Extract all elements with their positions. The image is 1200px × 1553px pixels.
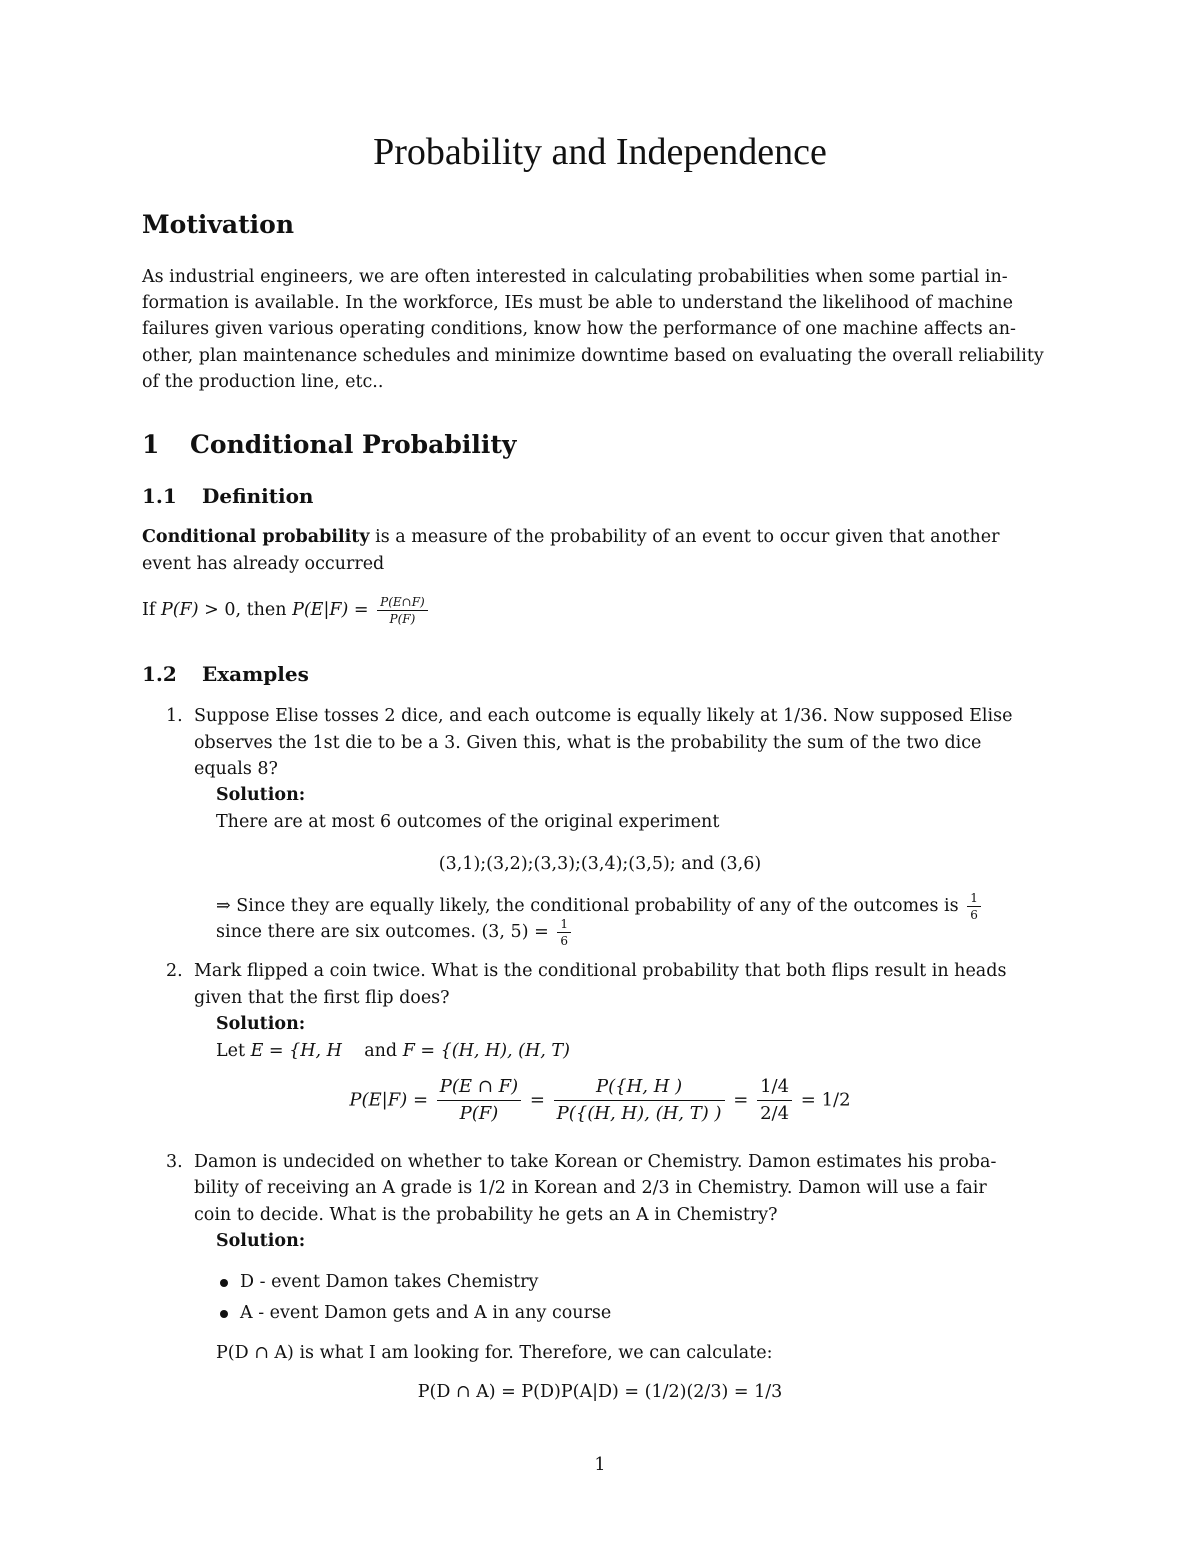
list-number: 2.	[166, 961, 183, 981]
fraction-denominator: P({(H, H), (H, T) )	[556, 1103, 722, 1124]
definition-formula	[142, 596, 431, 625]
definition-term: Conditional probability	[142, 527, 370, 547]
formula-eq: =	[348, 600, 375, 620]
equation-lhs: P(E|F) =	[349, 1089, 429, 1111]
subsection-number: 1.1	[142, 484, 177, 508]
definition-line-2: event has already occurred	[142, 554, 385, 574]
fraction-denominator: P(F)	[459, 1103, 499, 1124]
fraction-numerator: 1	[967, 892, 981, 907]
bullet-item	[220, 1300, 611, 1327]
fraction-denominator: P(F)	[389, 612, 416, 626]
one-sixth-fraction	[967, 892, 981, 921]
f-definition: F = {(H, H), (H, T)	[402, 1041, 570, 1061]
let-line	[216, 1038, 570, 1065]
fraction-numerator: P({H, H )	[554, 1078, 725, 1101]
example-line: Suppose Elise tosses 2 dice, and each outcome is equally likely at 1/36. Now supposed Elise	[194, 706, 1013, 726]
example-line: given that the first flip does?	[194, 988, 450, 1008]
and-word: and	[364, 1041, 403, 1061]
page-title: Probability and Independence	[373, 131, 827, 173]
list-number: 3.	[166, 1152, 183, 1172]
formula-pf: P(F)	[160, 600, 199, 620]
motivation-line: of the production line, etc..	[142, 372, 384, 392]
fraction-denominator: 6	[560, 934, 568, 948]
fraction-numerator: P(E∩F)	[377, 596, 428, 611]
subsection-heading: Definition	[202, 484, 314, 508]
solution-line	[216, 892, 984, 921]
e-definition: E = {H, H	[250, 1041, 342, 1061]
definition-line	[142, 524, 999, 551]
fraction-numerator: 1/4	[757, 1078, 792, 1101]
subsection-number: 1.2	[142, 662, 177, 686]
arrow-line-text: ⇒ Since they are equally likely, the conditional probability of any of the outcomes is	[216, 896, 959, 916]
last-line-text: since there are six outcomes. (3, 5) =	[216, 922, 549, 942]
solution-label: Solution:	[216, 1231, 306, 1251]
section-heading: Conditional Probability	[190, 430, 517, 459]
equals-sign: =	[733, 1089, 749, 1111]
solution-line	[216, 918, 574, 947]
example-line: bility of receiving an A grade is 1/2 in Korean and 2/3 in Chemistry. Damon will use a fair	[194, 1178, 987, 1198]
section-number: 1	[142, 430, 160, 459]
example-line: observes the 1st die to be a 3. Given this, what is the probability the sum of the two dice	[194, 733, 982, 753]
formula-fraction	[377, 596, 428, 625]
list-number: 1.	[166, 706, 183, 726]
equation-fraction-1	[437, 1078, 521, 1123]
conditional-equation	[0, 1078, 1200, 1123]
bullet-icon	[220, 1310, 228, 1318]
bullet-text: D - event Damon takes Chemistry	[240, 1272, 539, 1292]
equation-fraction-2	[554, 1078, 725, 1123]
formula-prefix: If	[142, 600, 161, 620]
motivation-line: formation is available. In the workforce, IEs must be able to understand the likelihood of machine	[142, 293, 1013, 313]
subsection-heading: Examples	[202, 662, 309, 686]
motivation-heading: Motivation	[142, 210, 295, 239]
looking-line: P(D ∩ A) is what I am looking for. Therefore, we can calculate:	[216, 1343, 773, 1363]
one-sixth-fraction	[557, 918, 571, 947]
outcomes-list: (3,1);(3,2);(3,3);(3,4);(3,5); and (3,6)	[438, 854, 762, 874]
example-line: Mark flipped a coin twice. What is the conditional probability that both flips result in heads	[194, 961, 1007, 981]
motivation-line: As industrial engineers, we are often interested in calculating probabilities when some partial in-	[142, 267, 1008, 287]
bullet-text: A - event Damon gets and A in any course	[240, 1303, 612, 1323]
fraction-numerator: P(E ∩ F)	[437, 1078, 521, 1101]
definition-rest: is a measure of the probability of an event to occur given that another	[369, 527, 1000, 547]
equation-fraction-3	[757, 1078, 792, 1123]
solution-label: Solution:	[216, 785, 306, 805]
solution-label: Solution:	[216, 1014, 306, 1034]
fraction-numerator: 1	[557, 918, 571, 933]
formula-gt: > 0, then	[198, 600, 293, 620]
example-line: Damon is undecided on whether to take Korean or Chemistry. Damon estimates his proba-	[194, 1152, 997, 1172]
let-word: Let	[216, 1041, 251, 1061]
final-equation: P(D ∩ A) = P(D)P(A|D) = (1/2)(2/3) = 1/3	[417, 1382, 783, 1402]
formula-pef: P(E|F)	[292, 600, 349, 620]
page-number: 1	[594, 1455, 606, 1475]
fraction-denominator: 2/4	[760, 1103, 790, 1124]
bullet-item	[220, 1269, 538, 1296]
example-line: equals 8?	[194, 759, 278, 779]
fraction-denominator: 6	[970, 908, 978, 922]
equation-result: = 1/2	[800, 1089, 851, 1111]
bullet-icon	[220, 1279, 228, 1287]
motivation-line: other, plan maintenance schedules and minimize downtime based on evaluating the overall reliability	[142, 346, 1044, 366]
motivation-line: failures given various operating conditions, know how the performance of one machine affects an-	[142, 319, 1016, 339]
example-line: coin to decide. What is the probability he gets an A in Chemistry?	[194, 1205, 778, 1225]
equals-sign: =	[529, 1089, 545, 1111]
solution-line: There are at most 6 outcomes of the original experiment	[216, 812, 720, 832]
